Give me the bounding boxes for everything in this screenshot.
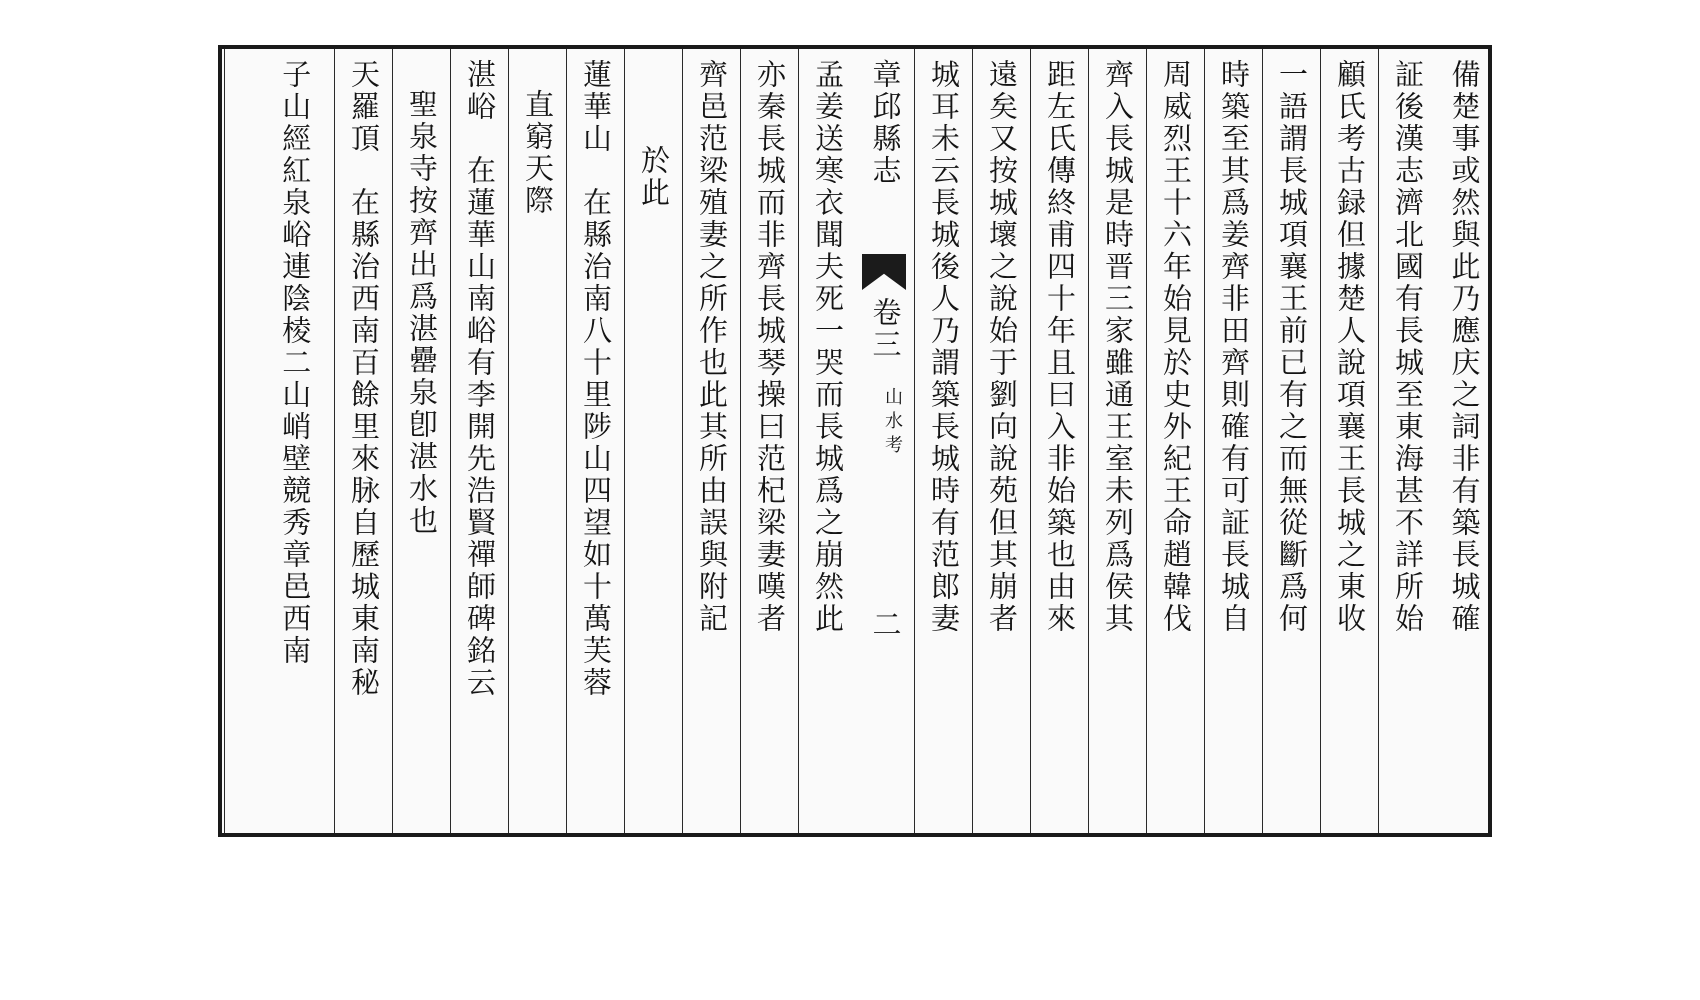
- column-text: 亦秦長城而非齊長城琴操曰范杞梁妻嘆者: [753, 59, 787, 635]
- column-text: 遠矣又按城壞之說始于劉向說苑但其崩者: [985, 59, 1019, 635]
- book-page: [218, 45, 1492, 837]
- text-column: [624, 49, 682, 833]
- text-column: [914, 49, 972, 833]
- center-margin: [856, 49, 914, 833]
- text-column: [334, 49, 392, 833]
- column-text: 於此: [637, 145, 671, 209]
- text-column: [740, 49, 798, 833]
- section-label: 山水考: [881, 387, 903, 459]
- column-text: 備楚事或然與此乃應庆之詞非有築長城確: [1447, 59, 1482, 635]
- column-text: 齊邑范梁殖妻之所作也此其所由誤與附記: [695, 59, 729, 635]
- text-column: [1436, 49, 1492, 833]
- page-number: 二: [868, 609, 903, 641]
- column-text: 城耳未云長城後人乃謂築長城時有范郎妻: [927, 59, 961, 635]
- text-column: [508, 49, 566, 833]
- column-text: 湛峪 在蓮華山南峪有李開先浩賢禪師碑銘云: [463, 59, 497, 699]
- book-title: 章邱縣志: [868, 59, 903, 187]
- column-text: 孟姜送寒衣聞夫死一哭而長城爲之崩然此: [811, 59, 845, 635]
- column-text: 天羅頂 在縣治西南百餘里來脉自歷城東南秘: [347, 59, 381, 699]
- text-column: [1378, 49, 1436, 833]
- text-column: [1320, 49, 1378, 833]
- column-text: 時築至其爲姜齊非田齊則確有可証長城自: [1217, 59, 1251, 635]
- column-text: 蓮華山 在縣治南八十里陟山四望如十萬芙蓉: [579, 59, 613, 699]
- text-column: [1088, 49, 1146, 833]
- column-text: 証後漢志濟北國有長城至東海甚不詳所始: [1391, 59, 1425, 635]
- text-column: [1030, 49, 1088, 833]
- text-column: [224, 49, 334, 833]
- text-column: [566, 49, 624, 833]
- column-text: 周威烈王十六年始見於史外紀王命趙韓伐: [1159, 59, 1193, 635]
- column-text: 距左氏傳終甫四十年且曰入非始築也由來: [1043, 59, 1077, 635]
- volume-label: 卷三: [868, 297, 903, 361]
- text-column: [392, 49, 450, 833]
- column-text: 直窮天際: [521, 89, 555, 217]
- column-text: 子山經紅泉峪連陰棱二山峭壁競秀章邑西南: [278, 59, 313, 667]
- text-column: [798, 49, 856, 833]
- fish-tail-mark: [862, 254, 906, 290]
- text-column: [1262, 49, 1320, 833]
- column-text: 一語謂長城項襄王前已有之而無從斷爲何: [1275, 59, 1309, 635]
- text-column: [1204, 49, 1262, 833]
- text-column: [450, 49, 508, 833]
- column-text: 顧氏考古録但據楚人說項襄王長城之東收: [1333, 59, 1367, 635]
- column-text: 聖泉寺按齊出爲湛罍泉卽湛水也: [405, 89, 439, 537]
- text-column: [1146, 49, 1204, 833]
- text-column: [972, 49, 1030, 833]
- column-text: 齊入長城是時晋三家雖通王室未列爲侯其: [1101, 59, 1135, 635]
- text-column: [682, 49, 740, 833]
